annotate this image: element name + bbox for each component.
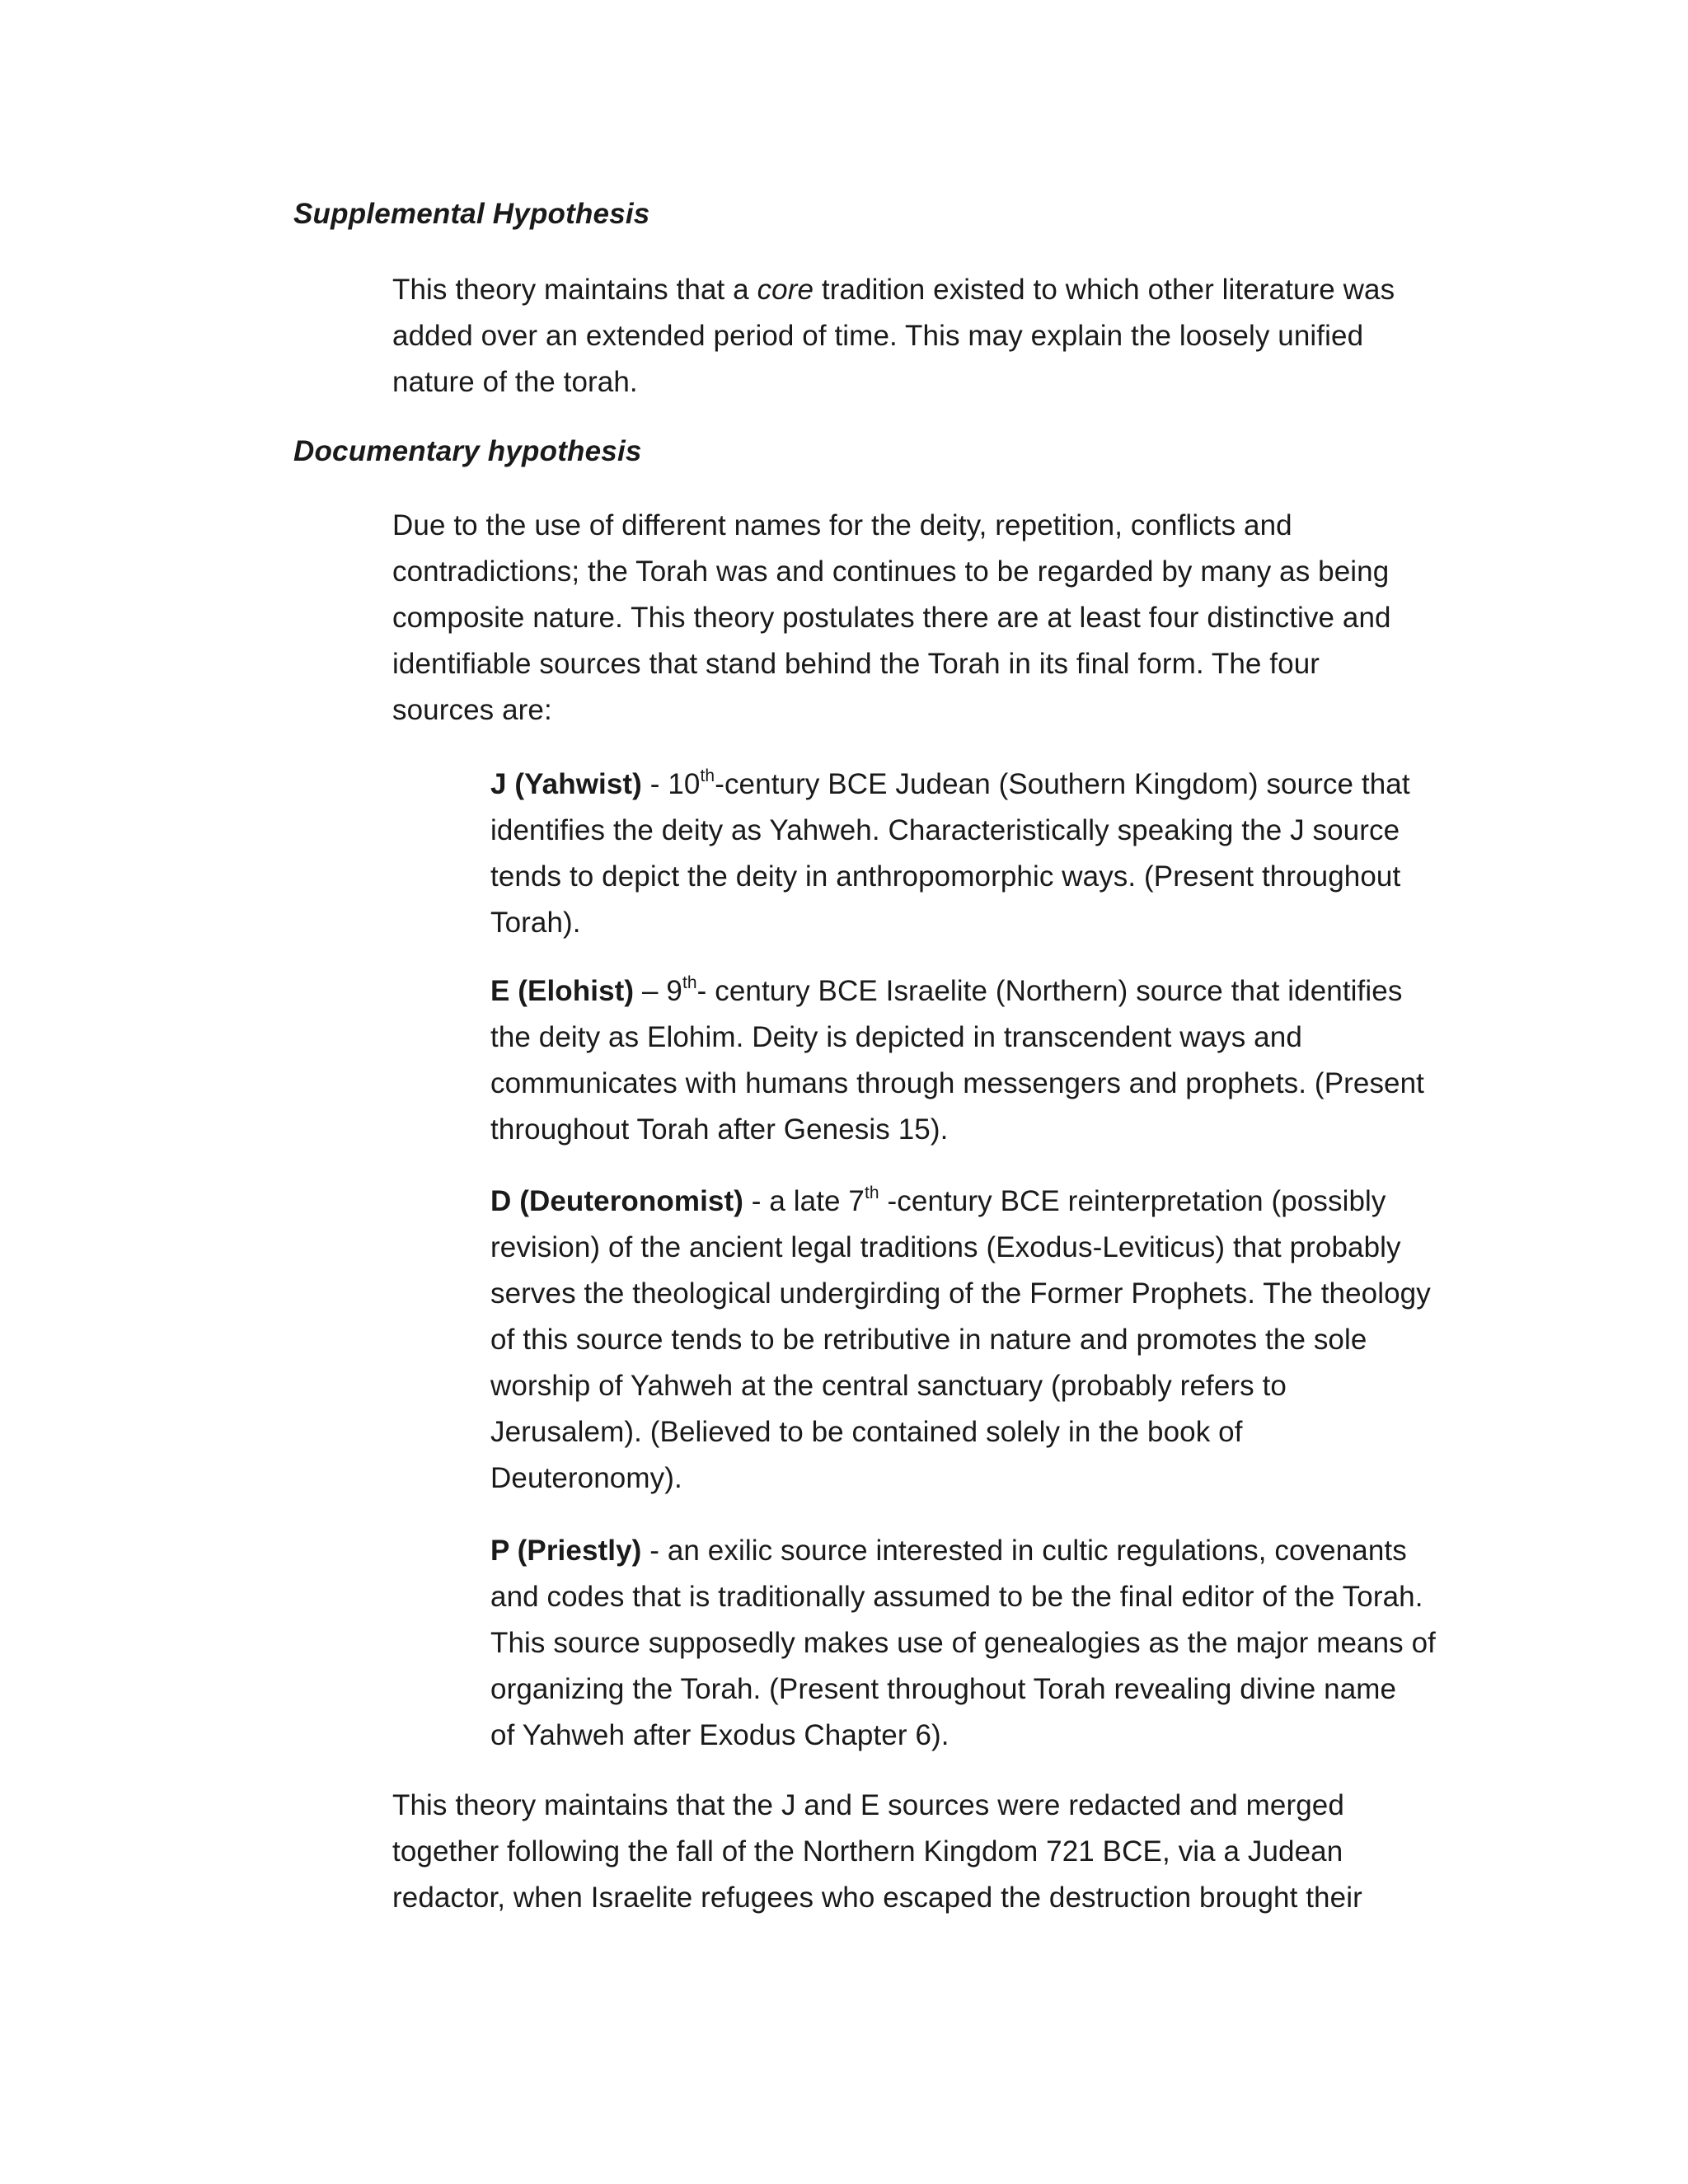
source-d-paragraph: [490, 1179, 1479, 1502]
text-line: Due to the use of different names for the deity, repetition, conflicts and: [392, 509, 1292, 541]
text-line: of Yahweh after Exodus Chapter 6).: [490, 1719, 950, 1751]
text-line: revision) of the ancient legal traditions (Exodus-Leviticus) that probably: [490, 1231, 1401, 1263]
text-line: This theory maintains that the J and E sources were redacted and merged: [392, 1789, 1344, 1821]
text-line: This theory maintains that a core tradition existed to which other literature was: [392, 274, 1395, 306]
documentary-intro-paragraph: [392, 503, 1464, 733]
text-line: D (Deuteronomist) - a late 7th -century BCE reinterpretation (possibly: [490, 1183, 1386, 1217]
emphasis-core: core: [757, 274, 814, 306]
text-line: Jerusalem). (Believed to be contained solely in the book of: [490, 1416, 1243, 1448]
source-e-term: E (Elohist): [490, 975, 635, 1007]
source-d-term: D (Deuteronomist): [490, 1185, 743, 1217]
supplemental-paragraph: [392, 267, 1464, 405]
text-line: contradictions; the Torah was and continues to be regarded by many as being: [392, 555, 1390, 588]
text-line: sources are:: [392, 694, 552, 726]
text-line: P (Priestly) - an exilic source interested in cultic regulations, covenants: [490, 1535, 1407, 1567]
text-line: communicates with humans through messengers and prophets. (Present: [490, 1067, 1425, 1099]
text-line: the deity as Elohim. Deity is depicted in transcendent ways and: [490, 1021, 1302, 1053]
text-line: added over an extended period of time. This may explain the loosely unified: [392, 320, 1364, 352]
source-j-term: J (Yahwist): [490, 768, 642, 800]
closing-paragraph: [392, 1783, 1464, 1921]
text-line: identifiable sources that stand behind the Torah in its final form. The four: [392, 648, 1320, 680]
text-line: Deuteronomy).: [490, 1462, 682, 1494]
text-line: throughout Torah after Genesis 15).: [490, 1113, 949, 1146]
text-line: Torah).: [490, 907, 581, 939]
text-line: and codes that is traditionally assumed to be the final editor of the Torah.: [490, 1581, 1423, 1613]
source-j-paragraph: [490, 762, 1479, 946]
text-line: together following the fall of the Northern Kingdom 721 BCE, via a Judean: [392, 1835, 1343, 1868]
text-line: serves the theological undergirding of the Former Prophets. The theology: [490, 1277, 1431, 1310]
text-line: of this source tends to be retributive in nature and promotes the sole: [490, 1324, 1367, 1356]
text-line: nature of the torah.: [392, 366, 638, 398]
text-line: redactor, when Israelite refugees who escaped the destruction brought their: [392, 1882, 1362, 1914]
source-e-paragraph: [490, 968, 1479, 1153]
source-p-term: P (Priestly): [490, 1535, 642, 1567]
text-line: organizing the Torah. (Present throughout Torah revealing divine name: [490, 1673, 1397, 1705]
text-line: composite nature. This theory postulates there are at least four distinctive and: [392, 602, 1391, 634]
documentary-heading: Documentary hypothesis: [293, 435, 642, 467]
source-p-paragraph: [490, 1528, 1479, 1759]
text-line: tends to depict the deity in anthropomorphic ways. (Present throughout: [490, 860, 1401, 893]
text-line: This source supposedly makes use of genealogies as the major means of: [490, 1627, 1436, 1659]
text-line: E (Elohist) – 9th- century BCE Israelite (Northern) source that identifies: [490, 973, 1403, 1007]
text-line: identifies the deity as Yahweh. Characteristically speaking the J source: [490, 814, 1400, 846]
supplemental-heading: Supplemental Hypothesis: [293, 198, 650, 230]
text-line: worship of Yahweh at the central sanctuary (probably refers to: [490, 1370, 1287, 1402]
text-line: J (Yahwist) - 10th-century BCE Judean (Southern Kingdom) source that: [490, 766, 1410, 800]
